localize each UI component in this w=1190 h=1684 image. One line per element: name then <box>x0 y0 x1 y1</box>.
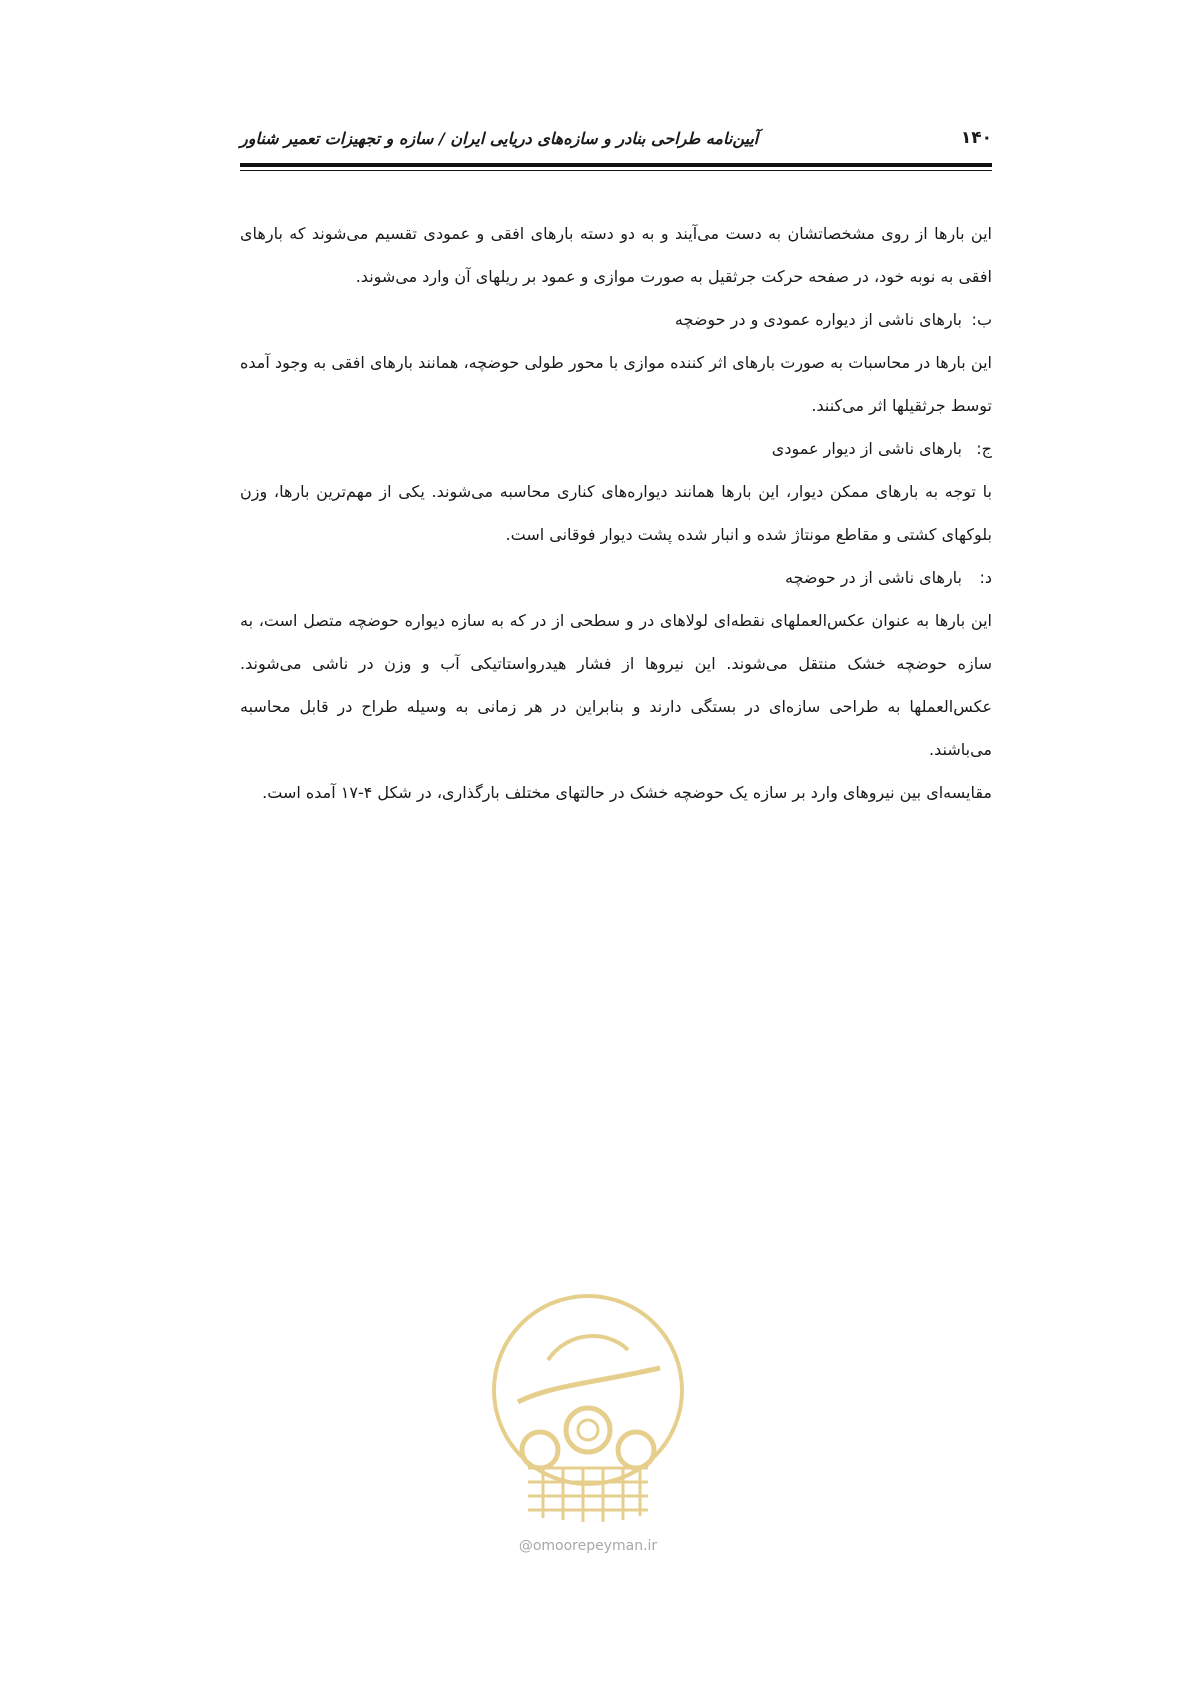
page-number: ۱۴۰ <box>960 128 992 148</box>
watermark-logo-icon <box>488 1290 688 1530</box>
header-rule-thick <box>240 163 992 167</box>
watermark <box>488 1290 688 1562</box>
item-d-letter: د: <box>979 568 992 587</box>
item-j-title: بارهای ناشی از دیوار عمودی <box>771 439 962 458</box>
item-j <box>240 427 992 470</box>
running-header-title: آیین‌نامه طراحی بنادر و سازه‌های دریایی ایران / سازه و تجهیزات تعمیر شناور <box>240 129 759 148</box>
item-b-title: بارهای ناشی از دیواره عمودی و در حوضچه <box>674 310 962 329</box>
page-header <box>240 128 992 152</box>
item-d <box>240 556 992 599</box>
paragraph-wall-loads: این بارها در محاسبات به صورت بارهای اثر کننده موازی با محور طولی حوضچه، همانند بارهای افقی به وجود آمده توسط جرثقیلها اثر می‌کنند. <box>240 353 992 415</box>
paragraph-comparison: مقایسه‌ای بین نیروهای وارد بر سازه یک حوضچه خشک در حالتهای مختلف بارگذاری، در شکل ۴-۱۷ آمده است. <box>262 783 992 802</box>
item-j-letter: ج: <box>976 439 992 458</box>
paragraph-vertical-wall-loads: با توجه به بارهای ممکن دیوار، این بارها همانند دیواره‌های کناری محاسبه می‌شوند. یکی از مهم‌ترین بارها، وزن بلوکهای کشتی و مقاطع مونتاژ شده و انبار شده پشت دیوار فوقانی است. <box>240 482 992 544</box>
watermark-url: @omoorepeyman.ir <box>518 1538 658 1554</box>
body-text <box>240 212 992 814</box>
paragraph-crane-loads: این بارها از روی مشخصاتشان به دست می‌آیند و به دو دسته بارهای افقی و عمودی تقسیم می‌شوند که بارهای افقی به نوبه خود، در صفحه حرکت جرثقیل به صورت موازی و عمود بر ریلهای آن وارد می‌شوند. <box>240 224 992 286</box>
item-b <box>240 298 992 341</box>
paragraph-gate-loads: این بارها به عنوان عکس‌العملهای نقطه‌ای لولاهای در و سطحی از در که به سازه دیواره حوضچه متصل است، به سازه حوضچه خشک منتقل می‌شوند. این نیروها از فشار هیدرواستاتیکی آب و وزن در ناشی می‌شوند. عکس‌العملها به طراحی سازه‌ای در بستگی دارند و بنابراین در هر زمانی به وسیله طراح در قابل محاسبه می‌باشند. <box>240 611 992 759</box>
header-rule-thin <box>240 170 992 171</box>
item-b-letter: ب: <box>971 310 992 329</box>
item-d-title: بارهای ناشی از در حوضچه <box>785 568 962 587</box>
